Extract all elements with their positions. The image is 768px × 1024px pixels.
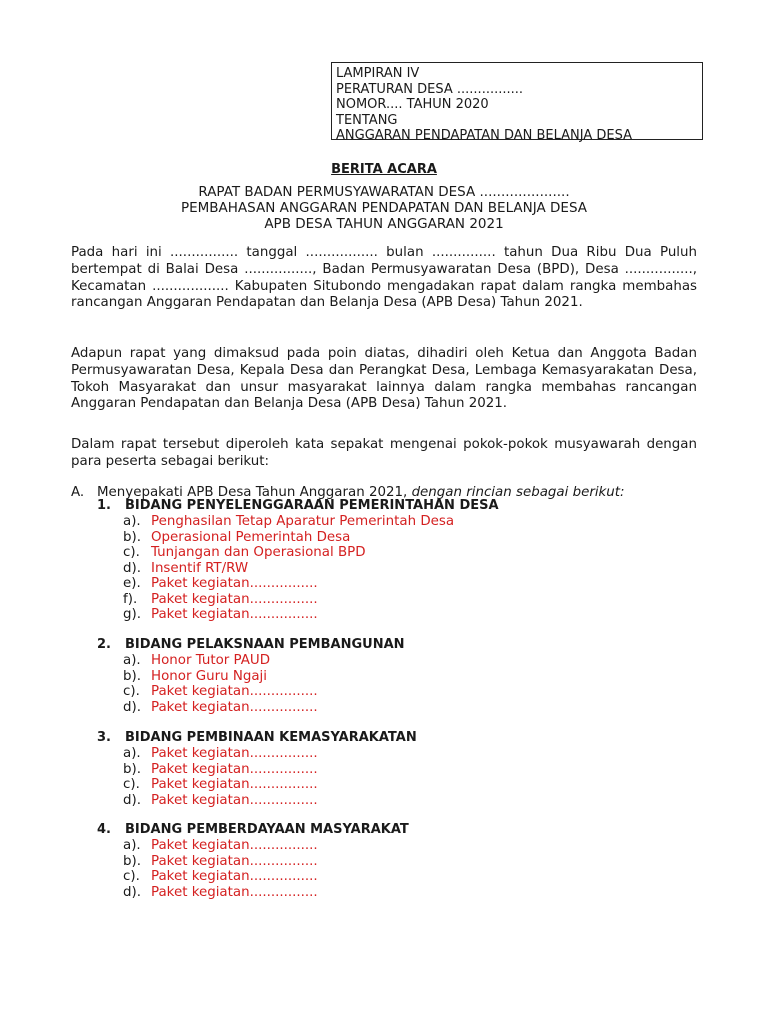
item-marker: f). xyxy=(123,591,138,607)
point-text: Menyepakati APB Desa Tahun Anggaran 2021, xyxy=(97,485,412,500)
item-marker: d). xyxy=(123,560,141,576)
header-line: ANGGARAN PENDAPATAN DAN BELANJA DESA xyxy=(336,128,633,143)
point-letter: A. xyxy=(71,485,85,500)
section-number: 1. xyxy=(97,498,111,513)
item-text: Paket kegiatan................ xyxy=(151,699,318,715)
item-marker: b). xyxy=(123,668,141,684)
item-text: Operasional Pemerintah Desa xyxy=(151,529,351,545)
item-marker: a). xyxy=(123,514,141,529)
section-title: BIDANG PELAKSNAAN PEMBANGUNAN xyxy=(125,637,405,652)
item-marker: g). xyxy=(123,607,141,622)
item-text: Paket kegiatan................ xyxy=(151,884,318,900)
section-penyelenggaraan xyxy=(97,498,499,623)
list-item xyxy=(97,793,417,809)
item-text: Paket kegiatan................ xyxy=(151,607,318,622)
attachment-header-box xyxy=(331,62,703,143)
list-item xyxy=(97,530,499,546)
item-text: Paket kegiatan................ xyxy=(151,576,318,591)
list-item xyxy=(97,684,405,700)
item-marker: c). xyxy=(123,545,140,560)
list-item xyxy=(97,885,409,901)
list-item xyxy=(97,854,409,870)
item-marker: b). xyxy=(123,529,141,545)
section-heading xyxy=(97,822,409,838)
paragraph-attendance: Adapun rapat yang dimaksud pada poin diatas, dihadiri oleh Ketua dan Anggota Badan Permusyawaratan Desa, Kepala Desa dan Perangkat Desa, Lembaga Kemasyarakatan Desa, Tokoh Masyarakat dan unsur masyarakat lainnya dalam rangka membahas rancangan Anggaran Pendapatan dan Belanja Desa (APB Desa) Tahun 2021. xyxy=(71,346,697,412)
list-item xyxy=(97,869,409,885)
header-line: TENTANG xyxy=(336,112,398,128)
section-number: 2. xyxy=(97,637,111,652)
item-text: Honor Guru Ngaji xyxy=(151,668,267,684)
section-items xyxy=(97,746,417,808)
section-items xyxy=(97,838,409,900)
list-item xyxy=(97,746,417,762)
section-number: 3. xyxy=(97,730,111,745)
item-marker: c). xyxy=(123,777,140,792)
list-item xyxy=(97,653,405,669)
item-text: Paket kegiatan................ xyxy=(151,761,318,777)
section-number: 4. xyxy=(97,822,111,837)
item-text: Paket kegiatan................ xyxy=(151,869,318,884)
section-pembinaan xyxy=(97,730,417,808)
list-item xyxy=(97,545,499,561)
list-item xyxy=(97,607,499,623)
item-marker: a). xyxy=(123,653,141,668)
list-item xyxy=(97,700,405,716)
section-title: BIDANG PEMBERDAYAAN MASYARAKAT xyxy=(125,822,409,837)
item-text: Paket kegiatan................ xyxy=(151,746,318,761)
item-marker: e). xyxy=(123,576,141,591)
item-marker: d). xyxy=(123,699,141,715)
list-item xyxy=(97,561,499,577)
section-heading xyxy=(97,730,417,746)
section-items xyxy=(97,653,405,715)
section-pembangunan xyxy=(97,637,405,715)
header-line: NOMOR.... TAHUN 2020 xyxy=(336,97,489,112)
item-text: Paket kegiatan................ xyxy=(151,792,318,808)
section-items xyxy=(97,514,499,623)
list-item xyxy=(97,777,417,793)
item-marker: b). xyxy=(123,761,141,777)
section-title: BIDANG PEMBINAAN KEMASYARAKATAN xyxy=(125,730,417,745)
document-title: BERITA ACARA xyxy=(331,162,437,177)
item-marker: c). xyxy=(123,684,140,699)
subtitle-line: APB DESA TAHUN ANGGARAN 2021 xyxy=(264,216,504,232)
item-marker: d). xyxy=(123,884,141,900)
item-text: Paket kegiatan................ xyxy=(151,838,318,853)
subtitle-line: RAPAT BADAN PERMUSYAWARATAN DESA ..................... xyxy=(198,184,570,200)
list-item xyxy=(97,514,499,530)
item-marker: d). xyxy=(123,792,141,808)
item-text: Paket kegiatan................ xyxy=(151,777,318,792)
header-line: LAMPIRAN IV xyxy=(336,66,420,81)
header-line: PERATURAN DESA ................ xyxy=(336,81,524,97)
item-text: Penghasilan Tetap Aparatur Pemerintah Desa xyxy=(151,514,455,529)
paragraph-opening: Pada hari ini ................ tanggal ................. bulan ............... tahun Dua Ribu Dua Puluh bertempat di Balai Desa ................, Badan Permusyawaratan Desa (BPD), Desa ................, Kecamatan .................. Kabupaten Situbondo mengadakan rapat dalam rangka membahas rancangan Anggaran Pendapatan dan Belanja Desa (APB Desa) Tahun 2021. xyxy=(71,245,697,311)
list-item xyxy=(97,838,409,854)
section-pemberdayaan xyxy=(97,822,409,900)
item-marker: c). xyxy=(123,869,140,884)
list-item xyxy=(97,669,405,685)
item-text: Tunjangan dan Operasional BPD xyxy=(151,545,366,560)
item-marker: a). xyxy=(123,746,141,761)
item-text: Paket kegiatan................ xyxy=(151,684,318,699)
subtitle-line: PEMBAHASAN ANGGARAN PENDAPATAN DAN BELANJA DESA xyxy=(180,200,588,216)
list-item xyxy=(97,762,417,778)
item-text: Paket kegiatan................ xyxy=(151,591,318,607)
paragraph-agreement: Dalam rapat tersebut diperoleh kata sepakat mengenai pokok-pokok musyawarah dengan para peserta sebagai berikut: xyxy=(71,437,697,469)
point-italic-text: dengan rincian sebagai berikut: xyxy=(411,485,625,500)
item-marker: b). xyxy=(123,853,141,869)
section-heading xyxy=(97,498,499,514)
item-text: Honor Tutor PAUD xyxy=(151,653,271,668)
item-text: Insentif RT/RW xyxy=(151,560,249,576)
item-marker: a). xyxy=(123,838,141,853)
item-text: Paket kegiatan................ xyxy=(151,853,318,869)
section-heading xyxy=(97,637,405,653)
list-item xyxy=(97,592,499,608)
list-item xyxy=(97,576,499,592)
section-title: BIDANG PENYELENGGARAAN PEMERINTAHAN DESA xyxy=(125,498,499,513)
